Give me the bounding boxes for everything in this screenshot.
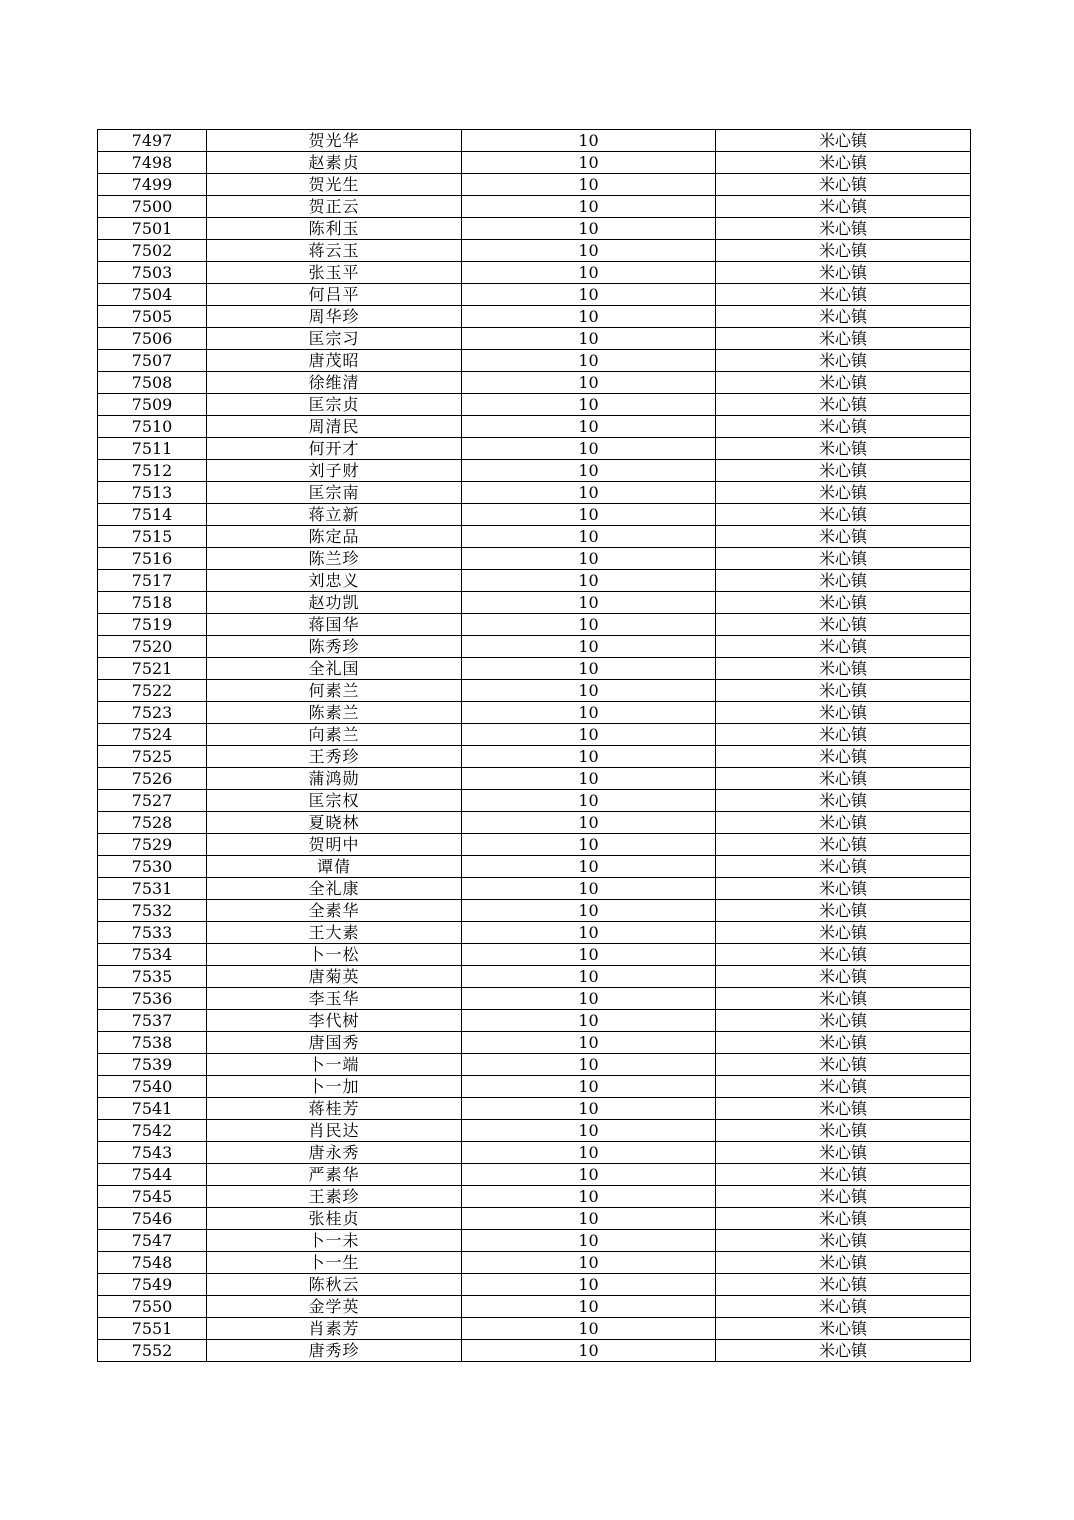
table-row — [98, 416, 971, 438]
town-cell: 米心镇 — [716, 1274, 971, 1296]
amount-cell: 10 — [462, 1164, 716, 1186]
amount-cell: 10 — [462, 482, 716, 504]
amount-cell: 10 — [462, 196, 716, 218]
town-cell: 米心镇 — [716, 174, 971, 196]
town-cell: 米心镇 — [716, 526, 971, 548]
row-number-cell: 7538 — [98, 1032, 207, 1054]
amount-cell: 10 — [462, 1054, 716, 1076]
table-row — [98, 614, 971, 636]
table-row — [98, 922, 971, 944]
amount-cell: 10 — [462, 1340, 716, 1362]
row-number-cell: 7548 — [98, 1252, 207, 1274]
table-row — [98, 1340, 971, 1362]
table-row — [98, 328, 971, 350]
row-number-cell: 7500 — [98, 196, 207, 218]
town-cell: 米心镇 — [716, 460, 971, 482]
name-cell: 周清民 — [207, 416, 462, 438]
name-cell: 王素珍 — [207, 1186, 462, 1208]
town-cell: 米心镇 — [716, 1098, 971, 1120]
row-number-cell: 7539 — [98, 1054, 207, 1076]
name-cell: 蒋立新 — [207, 504, 462, 526]
row-number-cell: 7533 — [98, 922, 207, 944]
table-row — [98, 1208, 971, 1230]
amount-cell: 10 — [462, 306, 716, 328]
table-row — [98, 504, 971, 526]
name-cell: 唐菊英 — [207, 966, 462, 988]
amount-cell: 10 — [462, 240, 716, 262]
town-cell: 米心镇 — [716, 130, 971, 152]
town-cell: 米心镇 — [716, 592, 971, 614]
amount-cell: 10 — [462, 1230, 716, 1252]
name-cell: 唐国秀 — [207, 1032, 462, 1054]
amount-cell: 10 — [462, 680, 716, 702]
town-cell: 米心镇 — [716, 1142, 971, 1164]
table-row — [98, 240, 971, 262]
amount-cell: 10 — [462, 1186, 716, 1208]
town-cell: 米心镇 — [716, 328, 971, 350]
town-cell: 米心镇 — [716, 1186, 971, 1208]
name-cell: 蒲鸿勋 — [207, 768, 462, 790]
amount-cell: 10 — [462, 152, 716, 174]
name-cell: 徐维清 — [207, 372, 462, 394]
town-cell: 米心镇 — [716, 438, 971, 460]
name-cell: 唐永秀 — [207, 1142, 462, 1164]
town-cell: 米心镇 — [716, 1296, 971, 1318]
row-number-cell: 7515 — [98, 526, 207, 548]
amount-cell: 10 — [462, 1318, 716, 1340]
name-cell: 赵功凯 — [207, 592, 462, 614]
amount-cell: 10 — [462, 570, 716, 592]
table-row — [98, 658, 971, 680]
table-row — [98, 438, 971, 460]
amount-cell: 10 — [462, 526, 716, 548]
table-row — [98, 900, 971, 922]
amount-cell: 10 — [462, 284, 716, 306]
amount-cell: 10 — [462, 768, 716, 790]
name-cell: 夏晓林 — [207, 812, 462, 834]
amount-cell: 10 — [462, 1208, 716, 1230]
table-row — [98, 592, 971, 614]
town-cell: 米心镇 — [716, 504, 971, 526]
table-row — [98, 856, 971, 878]
table-row — [98, 1076, 971, 1098]
town-cell: 米心镇 — [716, 922, 971, 944]
amount-cell: 10 — [462, 746, 716, 768]
row-number-cell: 7509 — [98, 394, 207, 416]
table-row — [98, 1032, 971, 1054]
name-cell: 贺光生 — [207, 174, 462, 196]
name-cell: 周华珍 — [207, 306, 462, 328]
name-cell: 何开才 — [207, 438, 462, 460]
row-number-cell: 7540 — [98, 1076, 207, 1098]
row-number-cell: 7544 — [98, 1164, 207, 1186]
table-row — [98, 1010, 971, 1032]
town-cell: 米心镇 — [716, 658, 971, 680]
name-cell: 蒋云玉 — [207, 240, 462, 262]
town-cell: 米心镇 — [716, 372, 971, 394]
row-number-cell: 7503 — [98, 262, 207, 284]
name-cell: 金学英 — [207, 1296, 462, 1318]
amount-cell: 10 — [462, 1010, 716, 1032]
name-cell: 匡宗南 — [207, 482, 462, 504]
table-row — [98, 306, 971, 328]
row-number-cell: 7524 — [98, 724, 207, 746]
row-number-cell: 7543 — [98, 1142, 207, 1164]
row-number-cell: 7506 — [98, 328, 207, 350]
name-cell: 陈定品 — [207, 526, 462, 548]
name-cell: 谭倩 — [207, 856, 462, 878]
name-cell: 全礼康 — [207, 878, 462, 900]
amount-cell: 10 — [462, 988, 716, 1010]
row-number-cell: 7525 — [98, 746, 207, 768]
table-row — [98, 526, 971, 548]
name-cell: 贺光华 — [207, 130, 462, 152]
amount-cell: 10 — [462, 966, 716, 988]
amount-cell: 10 — [462, 878, 716, 900]
table-row — [98, 702, 971, 724]
name-cell: 贺明中 — [207, 834, 462, 856]
row-number-cell: 7527 — [98, 790, 207, 812]
row-number-cell: 7532 — [98, 900, 207, 922]
table-row — [98, 548, 971, 570]
row-number-cell: 7523 — [98, 702, 207, 724]
amount-cell: 10 — [462, 790, 716, 812]
table-row — [98, 460, 971, 482]
town-cell: 米心镇 — [716, 636, 971, 658]
table-row — [98, 1252, 971, 1274]
row-number-cell: 7535 — [98, 966, 207, 988]
name-cell: 贺正云 — [207, 196, 462, 218]
name-cell: 蒋国华 — [207, 614, 462, 636]
table-row — [98, 570, 971, 592]
amount-cell: 10 — [462, 922, 716, 944]
table-row — [98, 966, 971, 988]
name-cell: 陈利玉 — [207, 218, 462, 240]
table-row — [98, 284, 971, 306]
amount-cell: 10 — [462, 1296, 716, 1318]
amount-cell: 10 — [462, 1274, 716, 1296]
row-number-cell: 7521 — [98, 658, 207, 680]
name-cell: 张桂贞 — [207, 1208, 462, 1230]
name-cell: 何素兰 — [207, 680, 462, 702]
name-cell: 刘忠义 — [207, 570, 462, 592]
amount-cell: 10 — [462, 812, 716, 834]
name-cell: 肖民达 — [207, 1120, 462, 1142]
row-number-cell: 7501 — [98, 218, 207, 240]
town-cell: 米心镇 — [716, 152, 971, 174]
town-cell: 米心镇 — [716, 306, 971, 328]
table-row — [98, 394, 971, 416]
name-cell: 赵素贞 — [207, 152, 462, 174]
row-number-cell: 7528 — [98, 812, 207, 834]
town-cell: 米心镇 — [716, 284, 971, 306]
row-number-cell: 7526 — [98, 768, 207, 790]
amount-cell: 10 — [462, 416, 716, 438]
table-row — [98, 1142, 971, 1164]
name-cell: 全素华 — [207, 900, 462, 922]
row-number-cell: 7545 — [98, 1186, 207, 1208]
row-number-cell: 7541 — [98, 1098, 207, 1120]
name-cell: 陈素兰 — [207, 702, 462, 724]
town-cell: 米心镇 — [716, 834, 971, 856]
town-cell: 米心镇 — [716, 1164, 971, 1186]
town-cell: 米心镇 — [716, 1054, 971, 1076]
table-row — [98, 1054, 971, 1076]
amount-cell: 10 — [462, 218, 716, 240]
town-cell: 米心镇 — [716, 218, 971, 240]
table-row — [98, 944, 971, 966]
table-row — [98, 746, 971, 768]
amount-cell: 10 — [462, 900, 716, 922]
table-row — [98, 834, 971, 856]
name-cell: 卜一加 — [207, 1076, 462, 1098]
town-cell: 米心镇 — [716, 262, 971, 284]
amount-cell: 10 — [462, 724, 716, 746]
row-number-cell: 7517 — [98, 570, 207, 592]
row-number-cell: 7536 — [98, 988, 207, 1010]
row-number-cell: 7510 — [98, 416, 207, 438]
amount-cell: 10 — [462, 262, 716, 284]
town-cell: 米心镇 — [716, 614, 971, 636]
amount-cell: 10 — [462, 548, 716, 570]
town-cell: 米心镇 — [716, 394, 971, 416]
name-cell: 陈秋云 — [207, 1274, 462, 1296]
row-number-cell: 7514 — [98, 504, 207, 526]
row-number-cell: 7497 — [98, 130, 207, 152]
town-cell: 米心镇 — [716, 988, 971, 1010]
name-cell: 何吕平 — [207, 284, 462, 306]
amount-cell: 10 — [462, 130, 716, 152]
amount-cell: 10 — [462, 350, 716, 372]
table-row — [98, 1164, 971, 1186]
town-cell: 米心镇 — [716, 790, 971, 812]
row-number-cell: 7505 — [98, 306, 207, 328]
table-row — [98, 768, 971, 790]
amount-cell: 10 — [462, 174, 716, 196]
name-cell: 李玉华 — [207, 988, 462, 1010]
row-number-cell: 7547 — [98, 1230, 207, 1252]
row-number-cell: 7498 — [98, 152, 207, 174]
table-row — [98, 350, 971, 372]
amount-cell: 10 — [462, 328, 716, 350]
row-number-cell: 7504 — [98, 284, 207, 306]
amount-cell: 10 — [462, 394, 716, 416]
town-cell: 米心镇 — [716, 680, 971, 702]
row-number-cell: 7499 — [98, 174, 207, 196]
amount-cell: 10 — [462, 592, 716, 614]
table-row — [98, 1318, 971, 1340]
town-cell: 米心镇 — [716, 1318, 971, 1340]
row-number-cell: 7551 — [98, 1318, 207, 1340]
amount-cell: 10 — [462, 658, 716, 680]
name-cell: 卜一未 — [207, 1230, 462, 1252]
row-number-cell: 7531 — [98, 878, 207, 900]
table-row — [98, 174, 971, 196]
amount-cell: 10 — [462, 834, 716, 856]
town-cell: 米心镇 — [716, 240, 971, 262]
table-row — [98, 636, 971, 658]
table-row — [98, 1230, 971, 1252]
amount-cell: 10 — [462, 504, 716, 526]
town-cell: 米心镇 — [716, 570, 971, 592]
amount-cell: 10 — [462, 702, 716, 724]
amount-cell: 10 — [462, 636, 716, 658]
table-row — [98, 372, 971, 394]
name-cell: 陈秀珍 — [207, 636, 462, 658]
name-cell: 全礼国 — [207, 658, 462, 680]
town-cell: 米心镇 — [716, 548, 971, 570]
table-row — [98, 790, 971, 812]
table-row — [98, 262, 971, 284]
amount-cell: 10 — [462, 1120, 716, 1142]
table-row — [98, 130, 971, 152]
row-number-cell: 7549 — [98, 1274, 207, 1296]
amount-cell: 10 — [462, 1076, 716, 1098]
row-number-cell: 7516 — [98, 548, 207, 570]
row-number-cell: 7552 — [98, 1340, 207, 1362]
amount-cell: 10 — [462, 1142, 716, 1164]
town-cell: 米心镇 — [716, 1120, 971, 1142]
row-number-cell: 7502 — [98, 240, 207, 262]
town-cell: 米心镇 — [716, 724, 971, 746]
town-cell: 米心镇 — [716, 482, 971, 504]
table-row — [98, 218, 971, 240]
row-number-cell: 7512 — [98, 460, 207, 482]
row-number-cell: 7534 — [98, 944, 207, 966]
table-row — [98, 196, 971, 218]
table-row — [98, 878, 971, 900]
row-number-cell: 7513 — [98, 482, 207, 504]
town-cell: 米心镇 — [716, 812, 971, 834]
town-cell: 米心镇 — [716, 878, 971, 900]
table-row — [98, 680, 971, 702]
name-cell: 王秀珍 — [207, 746, 462, 768]
amount-cell: 10 — [462, 372, 716, 394]
row-number-cell: 7522 — [98, 680, 207, 702]
amount-cell: 10 — [462, 1098, 716, 1120]
row-number-cell: 7508 — [98, 372, 207, 394]
row-number-cell: 7537 — [98, 1010, 207, 1032]
town-cell: 米心镇 — [716, 1340, 971, 1362]
town-cell: 米心镇 — [716, 702, 971, 724]
town-cell: 米心镇 — [716, 1252, 971, 1274]
name-cell: 刘子财 — [207, 460, 462, 482]
name-cell: 匡宗贞 — [207, 394, 462, 416]
name-cell: 陈兰珍 — [207, 548, 462, 570]
record-table-body — [98, 130, 971, 1362]
name-cell: 匡宗习 — [207, 328, 462, 350]
name-cell: 王大素 — [207, 922, 462, 944]
table-row — [98, 152, 971, 174]
name-cell: 肖素芳 — [207, 1318, 462, 1340]
town-cell: 米心镇 — [716, 1230, 971, 1252]
town-cell: 米心镇 — [716, 196, 971, 218]
name-cell: 张玉平 — [207, 262, 462, 284]
name-cell: 卜一松 — [207, 944, 462, 966]
row-number-cell: 7518 — [98, 592, 207, 614]
table-row — [98, 988, 971, 1010]
name-cell: 李代树 — [207, 1010, 462, 1032]
table-row — [98, 724, 971, 746]
table-row — [98, 1186, 971, 1208]
town-cell: 米心镇 — [716, 944, 971, 966]
row-number-cell: 7529 — [98, 834, 207, 856]
name-cell: 匡宗权 — [207, 790, 462, 812]
town-cell: 米心镇 — [716, 966, 971, 988]
name-cell: 唐茂昭 — [207, 350, 462, 372]
row-number-cell: 7511 — [98, 438, 207, 460]
amount-cell: 10 — [462, 460, 716, 482]
name-cell: 卜一端 — [207, 1054, 462, 1076]
town-cell: 米心镇 — [716, 1032, 971, 1054]
amount-cell: 10 — [462, 944, 716, 966]
name-cell: 卜一生 — [207, 1252, 462, 1274]
table-row — [98, 812, 971, 834]
town-cell: 米心镇 — [716, 900, 971, 922]
town-cell: 米心镇 — [716, 1208, 971, 1230]
town-cell: 米心镇 — [716, 1076, 971, 1098]
amount-cell: 10 — [462, 614, 716, 636]
town-cell: 米心镇 — [716, 768, 971, 790]
amount-cell: 10 — [462, 438, 716, 460]
record-table — [97, 129, 971, 1362]
town-cell: 米心镇 — [716, 856, 971, 878]
table-row — [98, 1274, 971, 1296]
amount-cell: 10 — [462, 1032, 716, 1054]
name-cell: 向素兰 — [207, 724, 462, 746]
name-cell: 蒋桂芳 — [207, 1098, 462, 1120]
town-cell: 米心镇 — [716, 416, 971, 438]
table-row — [98, 1296, 971, 1318]
table-row — [98, 1120, 971, 1142]
name-cell: 严素华 — [207, 1164, 462, 1186]
name-cell: 唐秀珍 — [207, 1340, 462, 1362]
amount-cell: 10 — [462, 856, 716, 878]
table-row — [98, 482, 971, 504]
row-number-cell: 7530 — [98, 856, 207, 878]
row-number-cell: 7507 — [98, 350, 207, 372]
row-number-cell: 7542 — [98, 1120, 207, 1142]
town-cell: 米心镇 — [716, 746, 971, 768]
row-number-cell: 7546 — [98, 1208, 207, 1230]
table-row — [98, 1098, 971, 1120]
row-number-cell: 7550 — [98, 1296, 207, 1318]
row-number-cell: 7519 — [98, 614, 207, 636]
row-number-cell: 7520 — [98, 636, 207, 658]
town-cell: 米心镇 — [716, 1010, 971, 1032]
town-cell: 米心镇 — [716, 350, 971, 372]
amount-cell: 10 — [462, 1252, 716, 1274]
